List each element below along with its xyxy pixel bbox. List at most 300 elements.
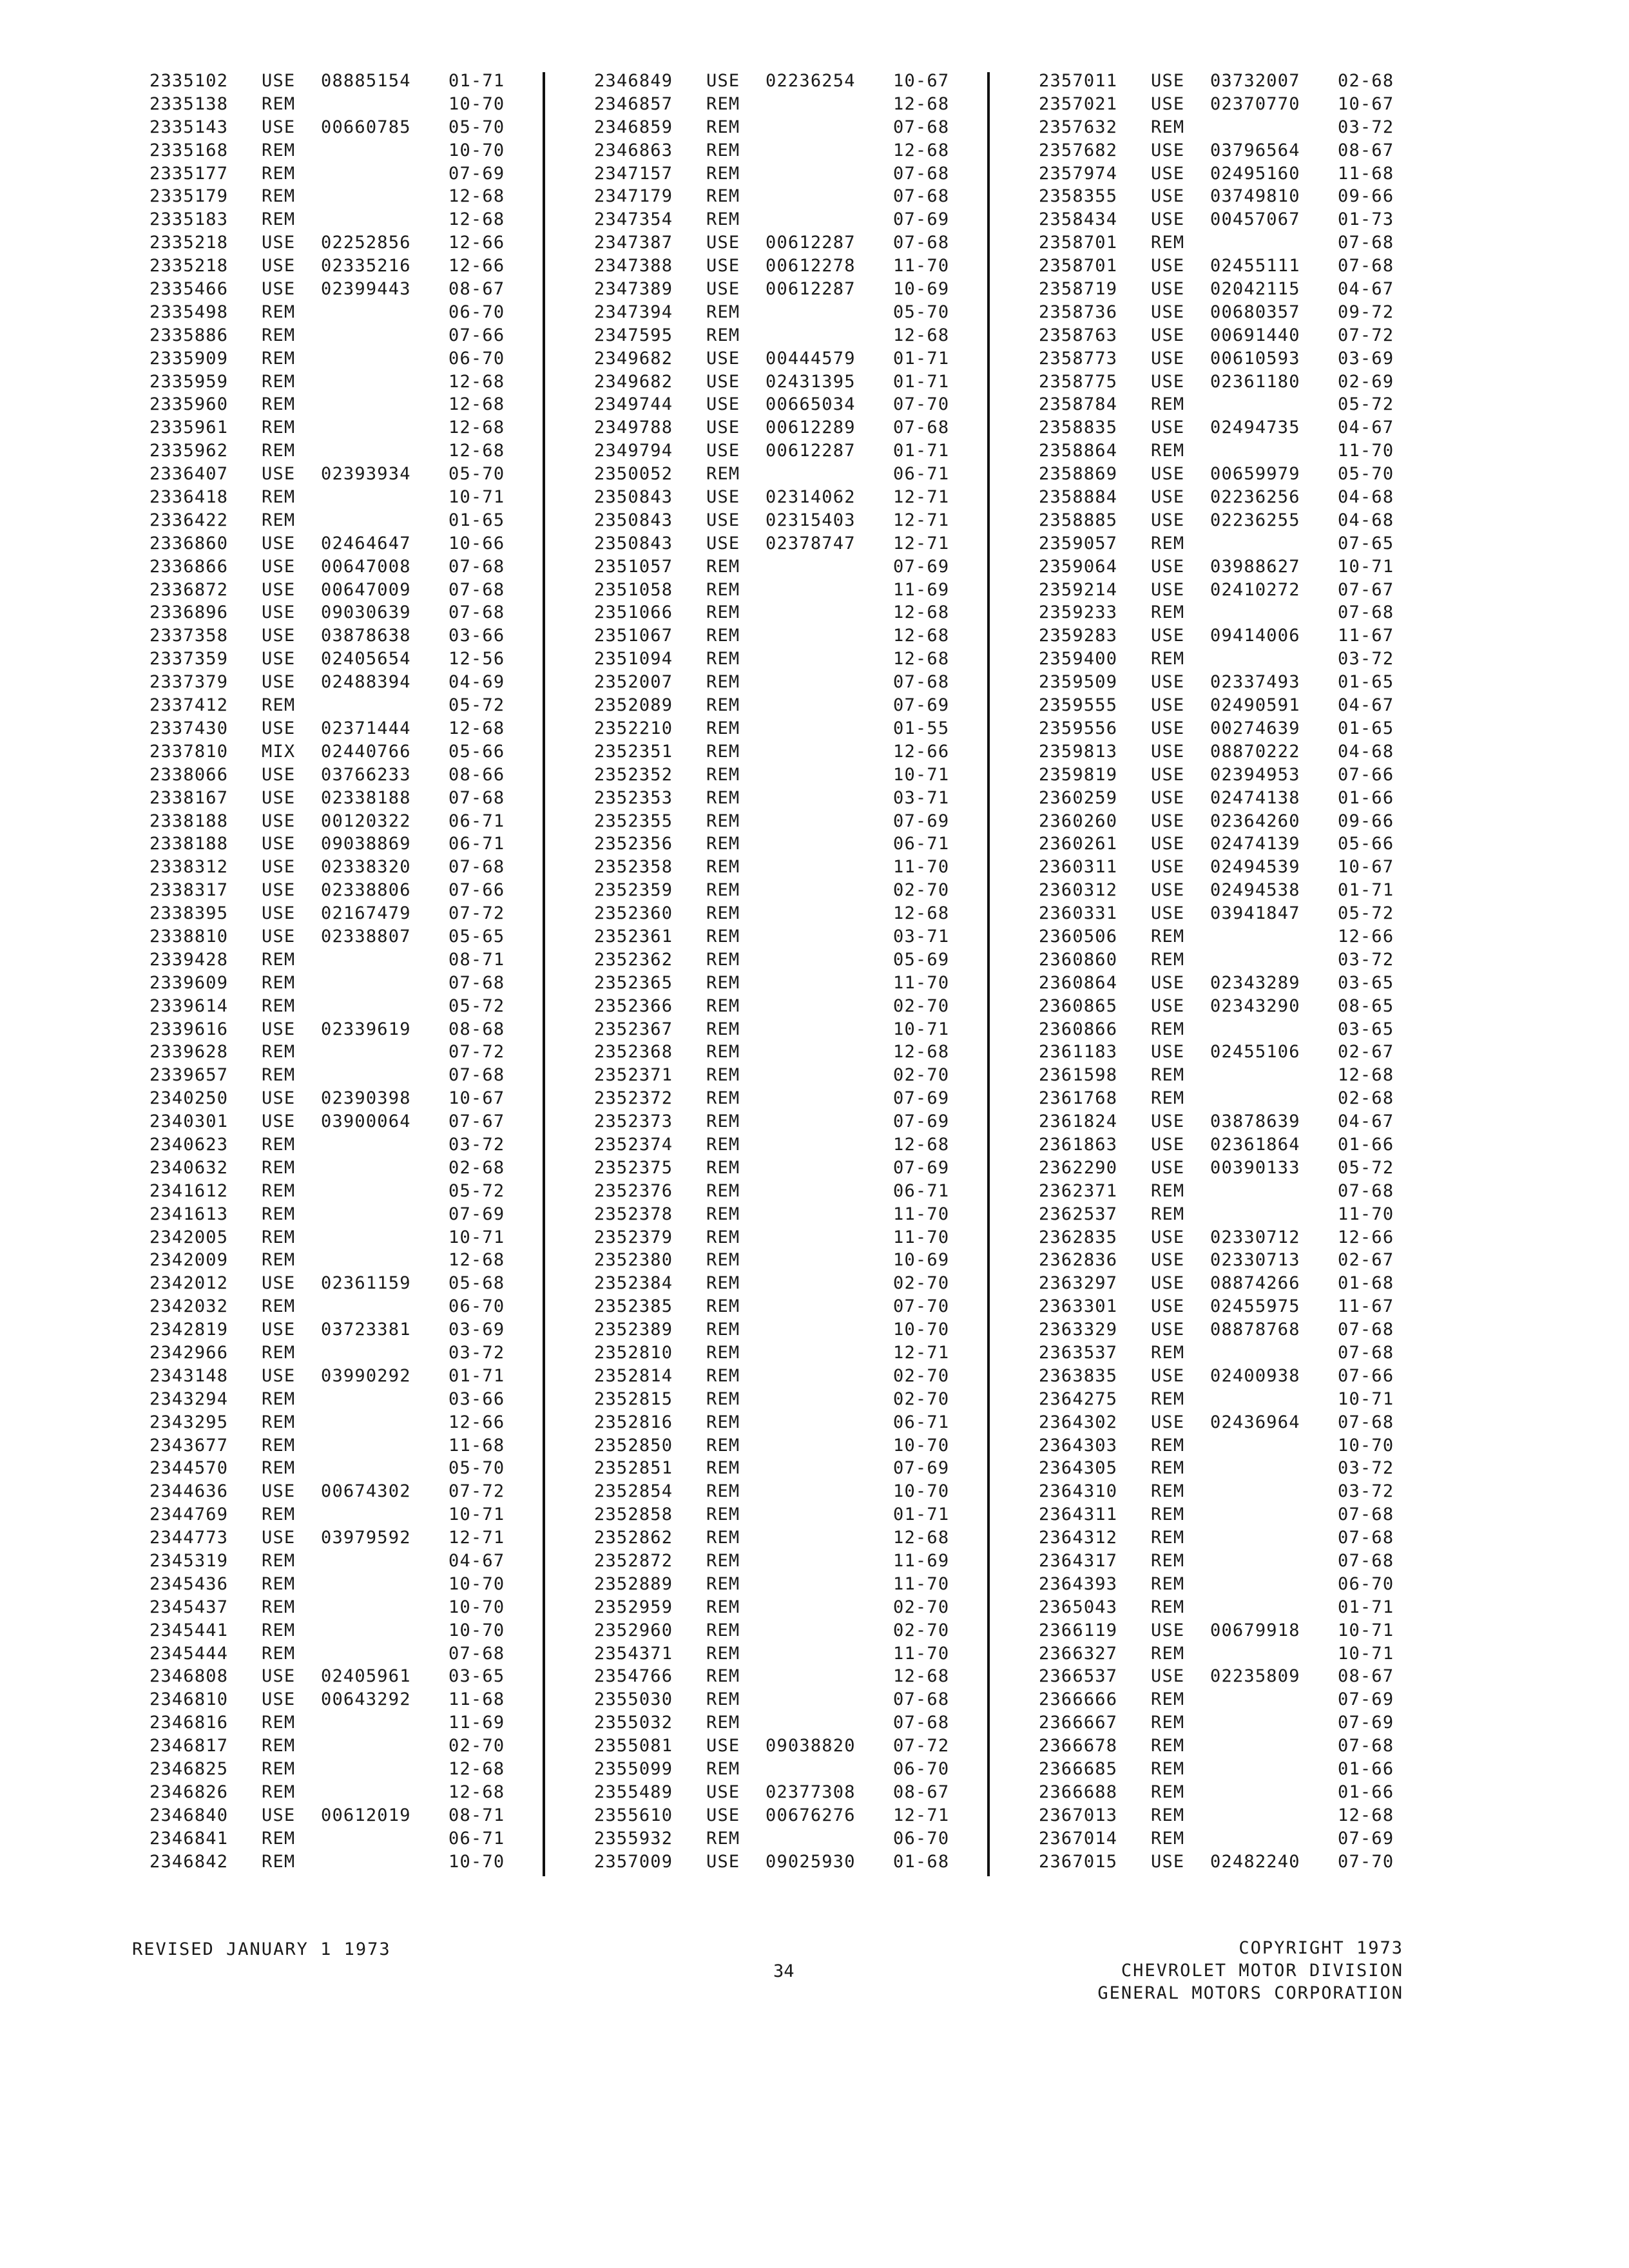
part-number: 2352089	[594, 695, 673, 716]
action-code: USE	[1151, 256, 1185, 276]
copyright-line: COPYRIGHT 1973	[1239, 1938, 1403, 1958]
action-code: USE	[1151, 857, 1185, 878]
part-number: 2364305	[1039, 1458, 1118, 1479]
effective-date: 10-67	[1338, 857, 1394, 878]
effective-date: 08-66	[448, 764, 505, 785]
action-code: REM	[262, 186, 296, 207]
part-number: 2346826	[149, 1782, 229, 1802]
action-code: REM	[706, 1088, 740, 1109]
part-row	[1039, 1388, 1451, 1411]
part-row	[149, 1665, 562, 1688]
replacement-part-number: 00691440	[1210, 325, 1300, 345]
action-code: REM	[262, 1620, 296, 1640]
action-code: USE	[1151, 371, 1185, 392]
part-number: 2366678	[1039, 1736, 1118, 1756]
part-number: 2359556	[1039, 718, 1118, 738]
effective-date: 05-72	[1338, 394, 1394, 415]
action-code: USE	[1151, 1365, 1185, 1386]
replacement-part-number: 02488394	[321, 672, 411, 693]
part-number: 2350843	[594, 510, 673, 530]
part-row	[149, 486, 562, 509]
part-number: 2352374	[594, 1134, 673, 1155]
action-code: REM	[706, 579, 740, 600]
effective-date: 07-69	[893, 1458, 950, 1479]
action-code: USE	[262, 71, 296, 91]
part-number: 2355081	[594, 1736, 673, 1756]
part-row	[149, 948, 562, 972]
part-number: 2349788	[594, 418, 673, 438]
part-row	[149, 1573, 562, 1596]
action-code: REM	[706, 1342, 740, 1363]
action-code: USE	[706, 510, 740, 530]
part-number: 2337430	[149, 718, 229, 738]
action-code: REM	[706, 1620, 740, 1640]
effective-date: 03-66	[448, 1389, 505, 1409]
replacement-part-number: 00610593	[1210, 348, 1300, 369]
part-number: 2364310	[1039, 1481, 1118, 1502]
action-code: REM	[262, 1412, 296, 1432]
action-code: USE	[1151, 1296, 1185, 1317]
replacement-part-number: 02405654	[321, 649, 411, 669]
part-row	[594, 1526, 1007, 1550]
part-row	[1039, 70, 1451, 93]
part-number: 2335143	[149, 117, 229, 137]
part-number: 2358355	[1039, 186, 1118, 207]
part-number: 2352959	[594, 1597, 673, 1617]
part-row	[1039, 278, 1451, 301]
part-number: 2336422	[149, 510, 229, 530]
effective-date: 12-66	[893, 741, 950, 762]
part-number: 2358864	[1039, 441, 1118, 461]
part-row	[1039, 810, 1451, 833]
effective-date: 07-68	[1338, 1412, 1394, 1432]
part-row	[149, 856, 562, 879]
replacement-part-number: 02335216	[321, 256, 411, 276]
part-row	[594, 93, 1007, 116]
action-code: REM	[706, 1389, 740, 1409]
part-number: 2343677	[149, 1435, 229, 1456]
action-code: REM	[706, 1435, 740, 1456]
part-row	[594, 1133, 1007, 1157]
effective-date: 01-66	[1338, 1759, 1394, 1780]
effective-date: 04-67	[1338, 418, 1394, 438]
part-row	[1039, 1249, 1451, 1272]
action-code: REM	[1151, 1528, 1185, 1548]
action-code: USE	[1151, 811, 1185, 831]
action-code: REM	[706, 1666, 740, 1687]
part-number: 2360866	[1039, 1019, 1118, 1039]
part-row	[1039, 1758, 1451, 1781]
action-code: REM	[262, 371, 296, 392]
part-number: 2352368	[594, 1042, 673, 1062]
part-number: 2350052	[594, 464, 673, 485]
effective-date: 10-70	[893, 1435, 950, 1456]
effective-date: 07-69	[1338, 1828, 1394, 1849]
replacement-part-number: 09414006	[1210, 626, 1300, 646]
effective-date: 10-70	[448, 1573, 505, 1594]
effective-date: 02-69	[1338, 371, 1394, 392]
action-code: REM	[706, 811, 740, 831]
part-row	[1039, 1550, 1451, 1573]
part-number: 2339609	[149, 972, 229, 993]
part-number: 2364312	[1039, 1528, 1118, 1548]
action-code: REM	[1151, 949, 1185, 970]
part-row	[149, 532, 562, 555]
action-code: USE	[706, 348, 740, 369]
replacement-part-number: 02252856	[321, 233, 411, 253]
part-number: 2361824	[1039, 1111, 1118, 1132]
effective-date: 11-69	[893, 1551, 950, 1571]
effective-date: 08-67	[1338, 140, 1394, 160]
part-number: 2359214	[1039, 579, 1118, 600]
effective-date: 02-67	[1338, 1042, 1394, 1062]
part-row	[594, 1226, 1007, 1249]
column-divider	[543, 72, 545, 1876]
effective-date: 07-68	[448, 602, 505, 623]
replacement-part-number: 02042115	[1210, 279, 1300, 300]
part-number: 2338395	[149, 903, 229, 924]
part-row	[594, 185, 1007, 208]
action-code: USE	[1151, 325, 1185, 345]
effective-date: 07-70	[893, 394, 950, 415]
replacement-part-number: 09025930	[766, 1851, 856, 1872]
effective-date: 11-67	[1338, 1296, 1394, 1317]
part-number: 2335168	[149, 140, 229, 160]
replacement-part-number: 00660785	[321, 117, 411, 137]
effective-date: 01-71	[893, 371, 950, 392]
part-row	[149, 1249, 562, 1272]
replacement-part-number: 00680357	[1210, 302, 1300, 322]
action-code: USE	[262, 1111, 296, 1132]
part-number: 2335959	[149, 371, 229, 392]
part-number: 2352353	[594, 787, 673, 808]
part-row	[1039, 648, 1451, 671]
part-number: 2345437	[149, 1597, 229, 1617]
part-row	[149, 1804, 562, 1827]
effective-date: 05-66	[1338, 834, 1394, 854]
part-number: 2341612	[149, 1180, 229, 1201]
action-code: USE	[262, 1365, 296, 1386]
action-code: REM	[262, 695, 296, 716]
part-row	[1039, 231, 1451, 255]
action-code: REM	[706, 1597, 740, 1617]
action-code: REM	[706, 1227, 740, 1247]
part-number: 2352376	[594, 1180, 673, 1201]
replacement-part-number: 02474138	[1210, 787, 1300, 808]
part-row	[1039, 1619, 1451, 1642]
part-number: 2347157	[594, 163, 673, 184]
part-row	[149, 787, 562, 810]
part-number: 2335218	[149, 233, 229, 253]
action-code: REM	[706, 949, 740, 970]
part-row	[149, 509, 562, 532]
replacement-part-number: 02394953	[1210, 764, 1300, 785]
part-number: 2352854	[594, 1481, 673, 1502]
action-code: USE	[1151, 209, 1185, 230]
part-number: 2340632	[149, 1157, 229, 1178]
action-code: REM	[262, 1250, 296, 1271]
action-code: REM	[262, 302, 296, 322]
part-number: 2346825	[149, 1759, 229, 1780]
action-code: USE	[1151, 556, 1185, 577]
page-number: 34	[773, 1961, 795, 1981]
action-code: REM	[262, 1204, 296, 1224]
replacement-part-number: 02455106	[1210, 1042, 1300, 1062]
part-row	[594, 1596, 1007, 1619]
effective-date: 06-71	[893, 834, 950, 854]
part-number: 2343148	[149, 1365, 229, 1386]
effective-date: 01-65	[1338, 718, 1394, 738]
effective-date: 01-71	[1338, 880, 1394, 901]
action-code: REM	[262, 1157, 296, 1178]
effective-date: 06-71	[893, 1180, 950, 1201]
action-code: REM	[706, 995, 740, 1016]
effective-date: 03-71	[893, 926, 950, 947]
action-code: REM	[262, 1180, 296, 1201]
part-number: 2358719	[1039, 279, 1118, 300]
action-code: REM	[706, 972, 740, 993]
replacement-part-number: 02455975	[1210, 1296, 1300, 1317]
action-code: REM	[1151, 1736, 1185, 1756]
part-number: 2347354	[594, 209, 673, 230]
replacement-part-number: 00612287	[766, 441, 856, 461]
effective-date: 06-71	[448, 1828, 505, 1849]
part-row	[594, 1665, 1007, 1688]
action-code: REM	[262, 1435, 296, 1456]
effective-date: 02-70	[893, 1365, 950, 1386]
part-row	[149, 1711, 562, 1735]
effective-date: 08-71	[448, 949, 505, 970]
replacement-part-number: 03878639	[1210, 1111, 1300, 1132]
part-number: 2337810	[149, 741, 229, 762]
part-row	[149, 1388, 562, 1411]
part-row	[594, 347, 1007, 370]
effective-date: 10-71	[448, 1227, 505, 1247]
part-number: 2335102	[149, 71, 229, 91]
part-row	[594, 439, 1007, 463]
action-code: USE	[1151, 741, 1185, 762]
replacement-part-number: 02495160	[1210, 163, 1300, 184]
replacement-part-number: 02338188	[321, 787, 411, 808]
action-code: USE	[1151, 1227, 1185, 1247]
part-row	[149, 555, 562, 579]
part-number: 2366666	[1039, 1689, 1118, 1710]
action-code: USE	[1151, 140, 1185, 160]
column-divider	[987, 72, 990, 1876]
effective-date: 10-70	[448, 1597, 505, 1617]
effective-date: 07-67	[1338, 579, 1394, 600]
part-number: 2352810	[594, 1342, 673, 1363]
effective-date: 02-70	[893, 880, 950, 901]
action-code: USE	[262, 464, 296, 485]
action-code: REM	[706, 325, 740, 345]
part-number: 2359064	[1039, 556, 1118, 577]
effective-date: 07-69	[448, 163, 505, 184]
action-code: REM	[706, 602, 740, 623]
part-row	[149, 162, 562, 186]
part-number: 2358763	[1039, 325, 1118, 345]
part-number: 2345441	[149, 1620, 229, 1640]
action-code: REM	[1151, 1759, 1185, 1780]
part-number: 2359813	[1039, 741, 1118, 762]
effective-date: 05-66	[448, 741, 505, 762]
part-number: 2352372	[594, 1088, 673, 1109]
action-code: USE	[1151, 348, 1185, 369]
action-code: USE	[1151, 995, 1185, 1016]
effective-date: 07-68	[448, 1643, 505, 1664]
action-code: USE	[262, 1019, 296, 1039]
action-code: REM	[1151, 1504, 1185, 1525]
effective-date: 12-68	[893, 325, 950, 345]
action-code: REM	[1151, 1782, 1185, 1802]
effective-date: 10-71	[1338, 1620, 1394, 1640]
part-number: 2352862	[594, 1528, 673, 1548]
part-row	[594, 1110, 1007, 1133]
part-row	[1039, 624, 1451, 648]
part-row	[594, 231, 1007, 255]
action-code: USE	[1151, 718, 1185, 738]
action-code: USE	[706, 487, 740, 508]
part-number: 2362836	[1039, 1250, 1118, 1271]
part-row	[594, 416, 1007, 439]
effective-date: 12-68	[893, 1042, 950, 1062]
action-code: USE	[1151, 186, 1185, 207]
action-code: REM	[706, 1828, 740, 1849]
part-number: 2352960	[594, 1620, 673, 1640]
part-row	[149, 624, 562, 648]
effective-date: 07-68	[1338, 1736, 1394, 1756]
part-row	[594, 1388, 1007, 1411]
part-number: 2361598	[1039, 1065, 1118, 1086]
action-code: REM	[1151, 1180, 1185, 1201]
part-number: 2359233	[1039, 602, 1118, 623]
replacement-part-number: 02330712	[1210, 1227, 1300, 1247]
effective-date: 07-68	[1338, 1528, 1394, 1548]
effective-date: 12-66	[1338, 1227, 1394, 1247]
part-row	[1039, 1318, 1451, 1341]
part-row	[594, 1711, 1007, 1735]
replacement-part-number: 02338320	[321, 857, 411, 878]
effective-date: 09-66	[1338, 186, 1394, 207]
part-row	[149, 301, 562, 324]
part-row	[149, 93, 562, 116]
action-code: REM	[706, 140, 740, 160]
effective-date: 08-67	[1338, 1666, 1394, 1687]
part-number: 2341613	[149, 1204, 229, 1224]
action-code: USE	[1151, 71, 1185, 91]
effective-date: 01-55	[893, 718, 950, 738]
part-row	[1039, 486, 1451, 509]
part-number: 2345444	[149, 1643, 229, 1664]
action-code: REM	[1151, 1551, 1185, 1571]
part-number: 2359509	[1039, 672, 1118, 693]
action-code: USE	[262, 1666, 296, 1687]
part-number: 2358835	[1039, 418, 1118, 438]
effective-date: 10-71	[893, 1019, 950, 1039]
action-code: USE	[706, 71, 740, 91]
effective-date: 12-68	[893, 1666, 950, 1687]
part-row	[1039, 1064, 1451, 1087]
effective-date: 11-70	[893, 1643, 950, 1664]
action-code: REM	[1151, 533, 1185, 553]
part-number: 2352007	[594, 672, 673, 693]
replacement-part-number: 00444579	[766, 348, 856, 369]
action-code: USE	[1151, 695, 1185, 716]
effective-date: 02-70	[893, 995, 950, 1016]
replacement-part-number: 00643292	[321, 1689, 411, 1710]
effective-date: 07-68	[893, 163, 950, 184]
part-number: 2352814	[594, 1365, 673, 1386]
copyright-line: CHEVROLET MOTOR DIVISION	[1121, 1961, 1403, 1981]
replacement-part-number: 02378747	[766, 533, 856, 553]
part-row	[149, 463, 562, 486]
part-row	[1039, 162, 1451, 186]
part-row	[149, 810, 562, 833]
part-number: 2365043	[1039, 1597, 1118, 1617]
effective-date: 10-71	[1338, 1389, 1394, 1409]
part-number: 2355610	[594, 1805, 673, 1825]
part-row	[1039, 879, 1451, 902]
part-row	[1039, 1711, 1451, 1735]
action-code: USE	[1151, 579, 1185, 600]
part-row	[594, 463, 1007, 486]
part-number: 2339657	[149, 1065, 229, 1086]
parts-column-left	[149, 70, 562, 1873]
part-row	[1039, 694, 1451, 717]
part-number: 2339614	[149, 995, 229, 1016]
replacement-part-number: 00679918	[1210, 1620, 1300, 1640]
replacement-part-number: 02405961	[321, 1666, 411, 1687]
action-code: REM	[706, 1042, 740, 1062]
part-number: 2367013	[1039, 1805, 1118, 1825]
part-row	[149, 185, 562, 208]
action-code: REM	[262, 972, 296, 993]
part-number: 2352851	[594, 1458, 673, 1479]
action-code: USE	[706, 233, 740, 253]
part-row	[1039, 416, 1451, 439]
effective-date: 07-69	[1338, 1689, 1394, 1710]
part-row	[149, 1619, 562, 1642]
effective-date: 03-66	[448, 626, 505, 646]
effective-date: 06-70	[893, 1759, 950, 1780]
action-code: REM	[706, 209, 740, 230]
part-number: 2359555	[1039, 695, 1118, 716]
part-number: 2345436	[149, 1573, 229, 1594]
replacement-part-number: 08874266	[1210, 1273, 1300, 1294]
action-code: REM	[262, 1597, 296, 1617]
replacement-part-number: 08870222	[1210, 741, 1300, 762]
part-row	[1039, 139, 1451, 162]
effective-date: 04-67	[1338, 695, 1394, 716]
action-code: REM	[706, 1365, 740, 1386]
effective-date: 03-72	[1338, 649, 1394, 669]
action-code: USE	[1151, 93, 1185, 114]
effective-date: 10-66	[448, 533, 505, 553]
action-code: REM	[706, 1759, 740, 1780]
replacement-part-number: 02455111	[1210, 256, 1300, 276]
action-code: REM	[1151, 1204, 1185, 1224]
action-code: USE	[706, 256, 740, 276]
effective-date: 10-71	[448, 1504, 505, 1525]
part-number: 2335218	[149, 256, 229, 276]
action-code: USE	[262, 834, 296, 854]
part-row	[1039, 370, 1451, 394]
part-row	[149, 1434, 562, 1457]
replacement-part-number: 00612278	[766, 256, 856, 276]
effective-date: 07-68	[893, 1713, 950, 1733]
part-number: 2350843	[594, 487, 673, 508]
part-number: 2352815	[594, 1389, 673, 1409]
